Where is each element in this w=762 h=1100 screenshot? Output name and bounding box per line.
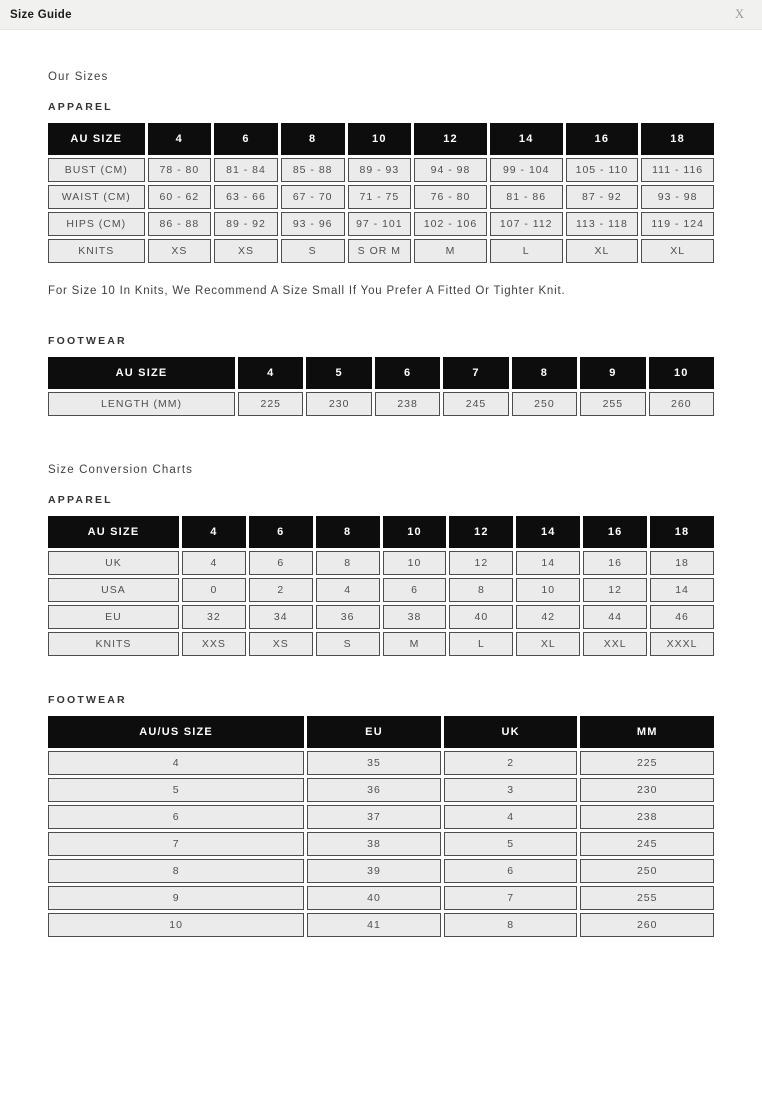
table-row	[48, 859, 714, 883]
table-header-row	[48, 716, 714, 748]
table-cell: 119 - 124	[641, 212, 714, 236]
table-cell: 63 - 66	[214, 185, 278, 209]
table-cell: 225	[238, 392, 303, 416]
table-cell: 81 - 86	[490, 185, 563, 209]
table-cell: 7	[444, 886, 578, 910]
table-cell: 250	[512, 392, 577, 416]
table-cell: 238	[580, 805, 714, 829]
table-cell: 8	[449, 578, 513, 602]
column-header: AU SIZE	[48, 357, 235, 389]
column-header: 12	[449, 516, 513, 548]
column-header: 4	[148, 123, 212, 155]
table-cell: 41	[307, 913, 441, 937]
table-cell: 35	[307, 751, 441, 775]
row-label-cell: 6	[48, 805, 304, 829]
table-cell: 93 - 96	[281, 212, 345, 236]
table-row	[48, 832, 714, 856]
column-header: 10	[348, 123, 412, 155]
table-cell: 32	[182, 605, 246, 629]
table-cell: XXXL	[650, 632, 714, 656]
column-header: 5	[306, 357, 371, 389]
table-row	[48, 778, 714, 802]
table-cell: 67 - 70	[281, 185, 345, 209]
column-header: 14	[516, 516, 580, 548]
table-cell: 89 - 93	[348, 158, 412, 182]
table-cell: 39	[307, 859, 441, 883]
table-cell: 38	[307, 832, 441, 856]
row-label-cell: 9	[48, 886, 304, 910]
table-cell: XL	[566, 239, 639, 263]
table-cell: 99 - 104	[490, 158, 563, 182]
table-cell: 260	[580, 913, 714, 937]
table-cell: 38	[383, 605, 447, 629]
table-cell: 46	[650, 605, 714, 629]
column-header: EU	[307, 716, 441, 748]
table-cell: 5	[444, 832, 578, 856]
table-cell: 6	[249, 551, 313, 575]
row-label-cell: HIPS (CM)	[48, 212, 145, 236]
table-cell: 86 - 88	[148, 212, 212, 236]
table-cell: 230	[306, 392, 371, 416]
column-header: 4	[238, 357, 303, 389]
column-header: 12	[414, 123, 487, 155]
column-header: 6	[375, 357, 440, 389]
table-cell: 6	[383, 578, 447, 602]
table-cell: 250	[580, 859, 714, 883]
column-header: 10	[383, 516, 447, 548]
table-cell: 40	[449, 605, 513, 629]
table-cell: XS	[148, 239, 212, 263]
table-row	[48, 158, 714, 182]
table-cell: 87 - 92	[566, 185, 639, 209]
table-cell: 245	[443, 392, 508, 416]
conversion-footwear-table	[45, 713, 717, 940]
table-cell: 111 - 116	[641, 158, 714, 182]
table-cell: 6	[444, 859, 578, 883]
table-cell: 2	[249, 578, 313, 602]
column-header: 8	[281, 123, 345, 155]
table-cell: 12	[583, 578, 647, 602]
table-cell: 105 - 110	[566, 158, 639, 182]
table-row	[48, 212, 714, 236]
column-header: AU SIZE	[48, 516, 179, 548]
table-cell: 10	[516, 578, 580, 602]
column-header: AU SIZE	[48, 123, 145, 155]
table-cell: 34	[249, 605, 313, 629]
column-header: 16	[583, 516, 647, 548]
table-cell: 102 - 106	[414, 212, 487, 236]
conversion-apparel-label: APPAREL	[48, 494, 113, 506]
table-cell: M	[414, 239, 487, 263]
conversion-charts-title: Size Conversion Charts	[48, 464, 194, 476]
row-label-cell: KNITS	[48, 239, 145, 263]
table-row	[48, 605, 714, 629]
row-label-cell: 5	[48, 778, 304, 802]
table-row	[48, 913, 714, 937]
table-cell: L	[449, 632, 513, 656]
table-cell: XL	[516, 632, 580, 656]
column-header: 4	[182, 516, 246, 548]
column-header: 6	[249, 516, 313, 548]
table-row	[48, 578, 714, 602]
column-header: 6	[214, 123, 278, 155]
table-cell: 14	[650, 578, 714, 602]
column-header: 18	[650, 516, 714, 548]
column-header: 8	[316, 516, 380, 548]
column-header: 16	[566, 123, 639, 155]
conversion-apparel-table	[45, 513, 717, 659]
table-row	[48, 805, 714, 829]
table-header-row	[48, 516, 714, 548]
table-cell: 4	[444, 805, 578, 829]
table-cell: 42	[516, 605, 580, 629]
table-cell: 89 - 92	[214, 212, 278, 236]
row-label-cell: LENGTH (MM)	[48, 392, 235, 416]
table-row	[48, 392, 714, 416]
table-cell: 81 - 84	[214, 158, 278, 182]
row-label-cell: 8	[48, 859, 304, 883]
table-cell: 36	[307, 778, 441, 802]
table-cell: XS	[214, 239, 278, 263]
table-cell: 255	[580, 392, 645, 416]
row-label-cell: UK	[48, 551, 179, 575]
table-cell: 4	[316, 578, 380, 602]
table-header-row	[48, 123, 714, 155]
table-cell: 255	[580, 886, 714, 910]
table-cell: 37	[307, 805, 441, 829]
table-cell: XXL	[583, 632, 647, 656]
table-cell: 3	[444, 778, 578, 802]
column-header: 10	[649, 357, 714, 389]
table-row	[48, 185, 714, 209]
table-cell: 260	[649, 392, 714, 416]
our-sizes-apparel-label: APPAREL	[48, 101, 113, 113]
column-header: UK	[444, 716, 578, 748]
column-header: 14	[490, 123, 563, 155]
table-cell: 44	[583, 605, 647, 629]
conversion-footwear-label: FOOTWEAR	[48, 694, 127, 706]
modal-header	[0, 0, 762, 30]
page-title: Size Guide	[10, 8, 72, 21]
table-cell: 18	[650, 551, 714, 575]
table-cell: 0	[182, 578, 246, 602]
row-label-cell: USA	[48, 578, 179, 602]
our-sizes-apparel-table	[45, 120, 717, 266]
table-cell: 76 - 80	[414, 185, 487, 209]
table-cell: 225	[580, 751, 714, 775]
row-label-cell: WAIST (CM)	[48, 185, 145, 209]
table-cell: 113 - 118	[566, 212, 639, 236]
column-header: 18	[641, 123, 714, 155]
table-cell: XL	[641, 239, 714, 263]
table-cell: XS	[249, 632, 313, 656]
table-cell: 230	[580, 778, 714, 802]
column-header: 9	[580, 357, 645, 389]
table-cell: 4	[182, 551, 246, 575]
table-cell: L	[490, 239, 563, 263]
our-sizes-title: Our Sizes	[48, 71, 109, 83]
table-cell: 8	[444, 913, 578, 937]
column-header: MM	[580, 716, 714, 748]
table-header-row	[48, 357, 714, 389]
our-sizes-footwear-table	[45, 354, 717, 419]
table-cell: 97 - 101	[348, 212, 412, 236]
table-cell: 12	[449, 551, 513, 575]
column-header: 7	[443, 357, 508, 389]
table-cell: 107 - 112	[490, 212, 563, 236]
knit-size-note: For Size 10 In Knits, We Recommend A Size Small If You Prefer A Fitted Or Tighter Knit.	[48, 285, 566, 297]
table-cell: 10	[383, 551, 447, 575]
table-cell: 245	[580, 832, 714, 856]
table-cell: 16	[583, 551, 647, 575]
column-header: 8	[512, 357, 577, 389]
our-sizes-footwear-label: FOOTWEAR	[48, 335, 127, 347]
row-label-cell: BUST (CM)	[48, 158, 145, 182]
table-cell: 60 - 62	[148, 185, 212, 209]
table-cell: 40	[307, 886, 441, 910]
table-cell: S	[316, 632, 380, 656]
table-cell: XXS	[182, 632, 246, 656]
table-row	[48, 632, 714, 656]
column-header: AU/US SIZE	[48, 716, 304, 748]
table-cell: M	[383, 632, 447, 656]
table-cell: S OR M	[348, 239, 412, 263]
table-cell: 78 - 80	[148, 158, 212, 182]
close-icon[interactable]: X	[731, 6, 748, 23]
size-guide-content	[0, 30, 762, 940]
table-row	[48, 551, 714, 575]
row-label-cell: 10	[48, 913, 304, 937]
table-row	[48, 239, 714, 263]
row-label-cell: EU	[48, 605, 179, 629]
table-cell: S	[281, 239, 345, 263]
table-cell: 36	[316, 605, 380, 629]
table-cell: 14	[516, 551, 580, 575]
table-row	[48, 886, 714, 910]
row-label-cell: 4	[48, 751, 304, 775]
table-cell: 85 - 88	[281, 158, 345, 182]
table-cell: 238	[375, 392, 440, 416]
row-label-cell: KNITS	[48, 632, 179, 656]
table-cell: 2	[444, 751, 578, 775]
table-cell: 93 - 98	[641, 185, 714, 209]
table-cell: 8	[316, 551, 380, 575]
row-label-cell: 7	[48, 832, 304, 856]
table-cell: 94 - 98	[414, 158, 487, 182]
table-row	[48, 751, 714, 775]
table-cell: 71 - 75	[348, 185, 412, 209]
